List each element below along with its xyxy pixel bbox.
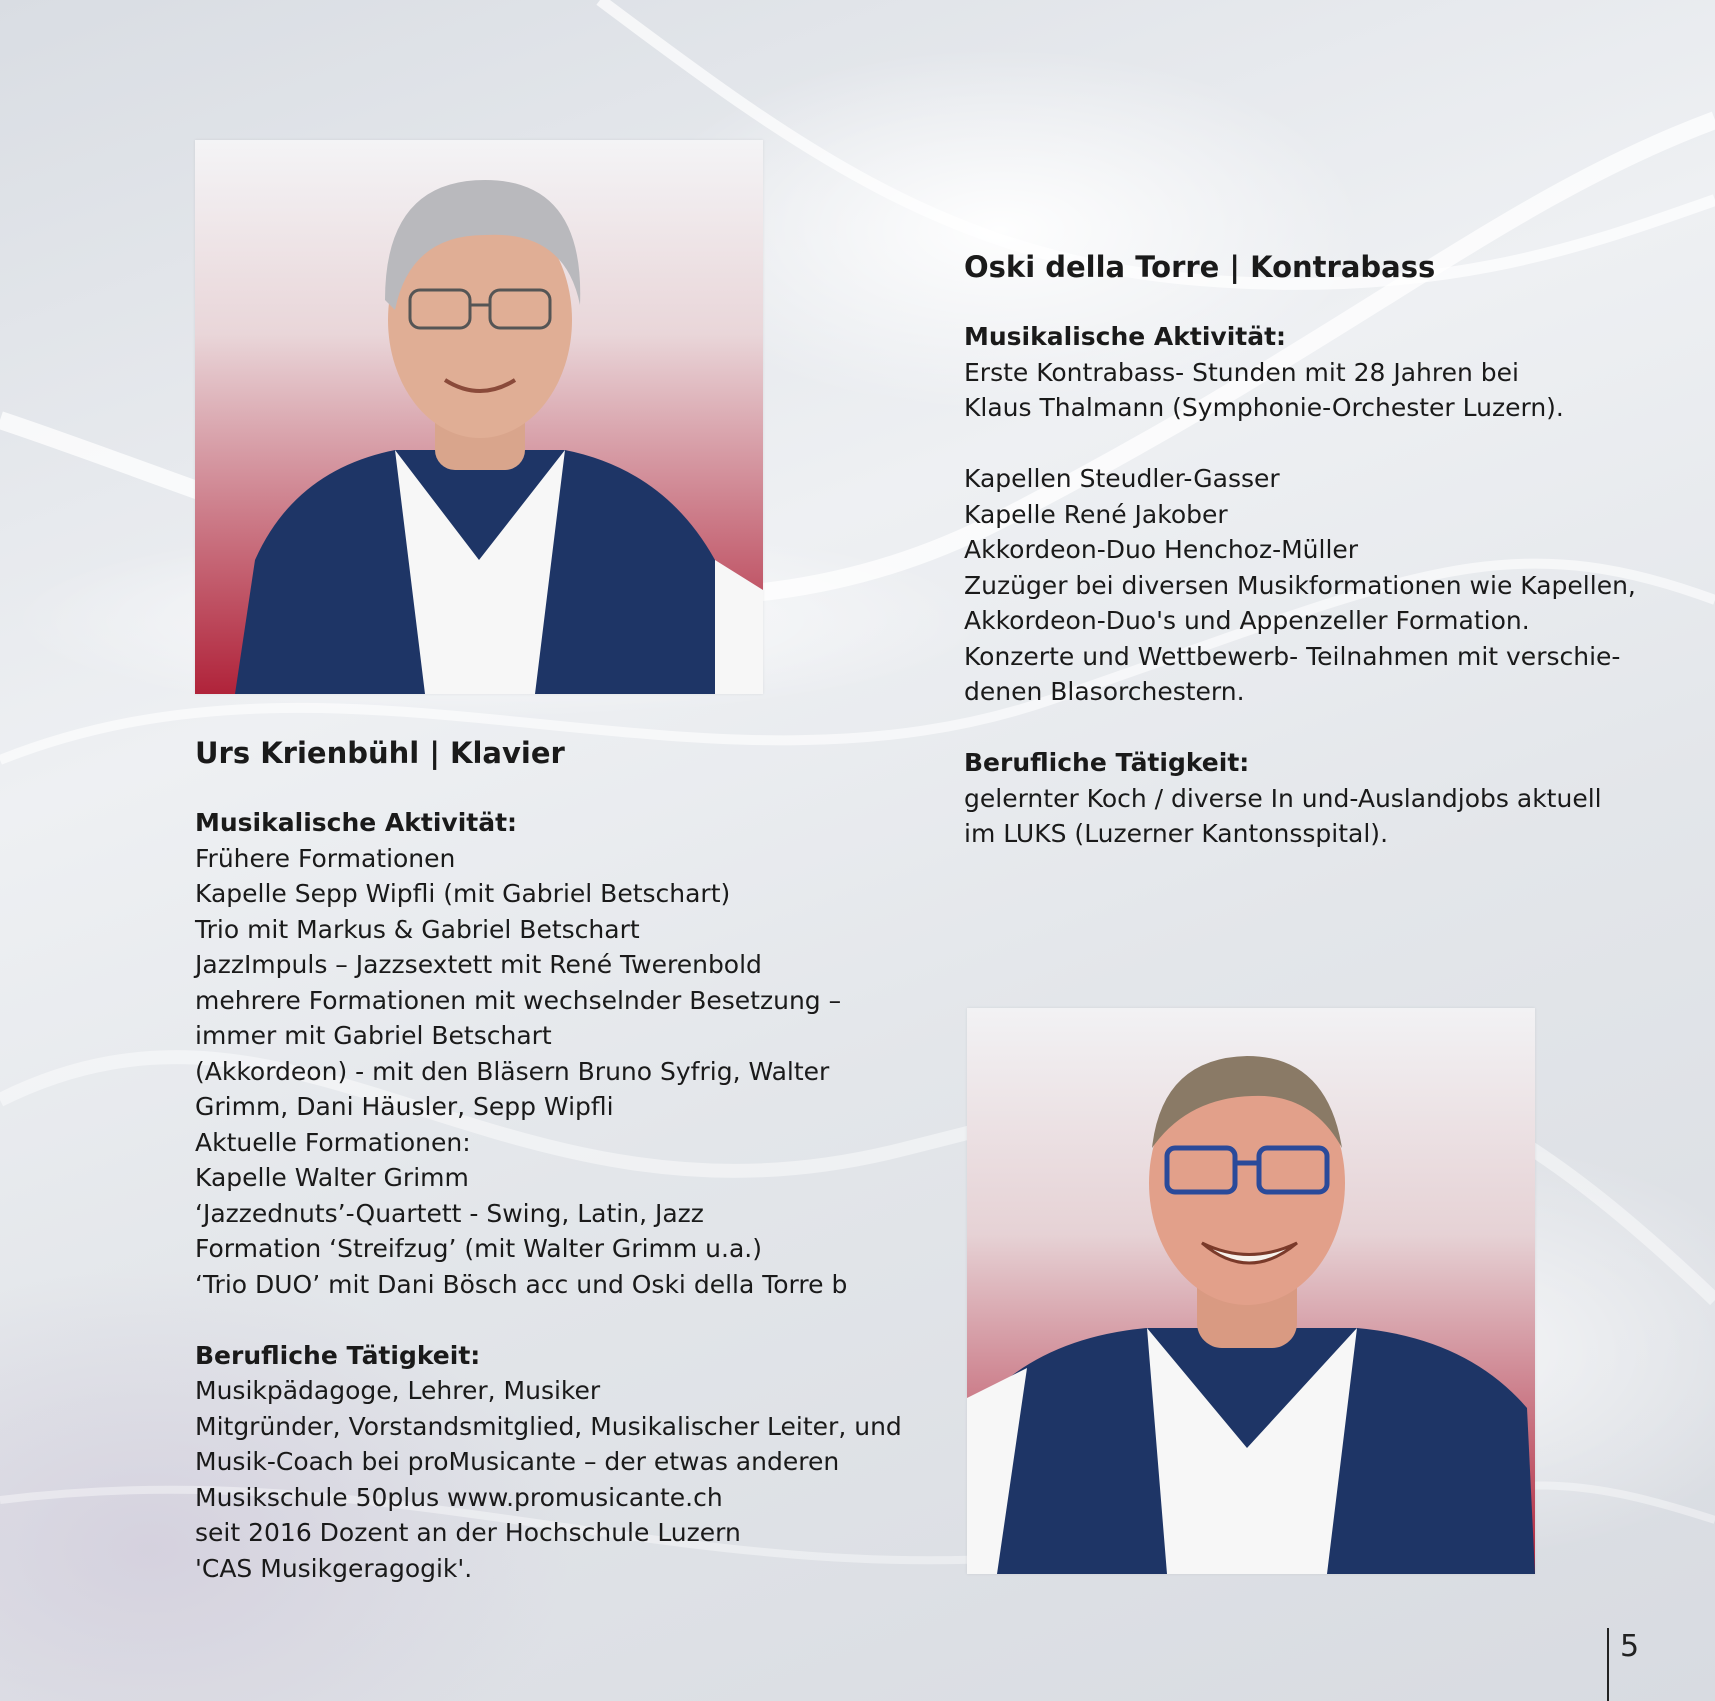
portrait-oski-della-torre [967,1008,1535,1574]
urs-job-lines [195,1373,915,1586]
oski-job-line: im LUKS (Luzerner Kantonsspital). [964,819,1389,848]
urs-musical-line: Aktuelle Formationen: [195,1127,471,1157]
oski-musical-heading: Musikalische Aktivität: [964,322,1287,351]
page-number: 5 [1620,1629,1640,1664]
urs-job-heading: Berufliche Tätigkeit: [195,1340,481,1370]
urs-musical-line: Kapelle Sepp Wipfli (mit Gabriel Betschart) [195,879,731,908]
oski-job-line: gelernter Koch / diverse In und-Auslandjobs aktuell [964,783,1602,813]
urs-job-line: seit 2016 Dozent an der Hochschule Luzern [195,1518,741,1547]
urs-musical-line: (Akkordeon) - mit den Bläsern Bruno Syfrig, Walter [195,1056,830,1086]
bio-oski-della-torre [964,247,1664,852]
urs-musical-line: mehrere Formationen mit wechselnder Besetzung – [195,985,842,1015]
oski-musical-line: Zuzüger bei diversen Musikformationen wie Kapellen, [964,570,1636,600]
oski-musical-lines-a [964,355,1664,426]
oski-musical-line: Kapellen Steudler-Gasser [964,464,1280,493]
urs-musical-line: JazzImpuls – Jazzsextett mit René Twerenbold [195,950,762,979]
oski-musical-line: Klaus Thalmann (Symphonie-Orchester Luzern). [964,393,1564,422]
oski-musical-line: Konzerte und Wettbewerb- Teilnahmen mit verschie- [964,641,1621,671]
urs-musical-heading: Musikalische Aktivität: [195,808,518,837]
urs-musical-line: Frühere Formationen [195,843,456,873]
urs-musical-line: Formation ‘Streifzug’ (mit Walter Grimm u.a.) [195,1234,762,1263]
oski-musical-line: Akkordeon-Duo Henchoz-Müller [964,535,1359,564]
urs-musical-lines [195,841,915,1303]
urs-musical-line: immer mit Gabriel Betschart [195,1021,552,1050]
urs-name-heading: Urs Krienbühl | Klavier [195,736,565,770]
oski-musical-lines-b [964,461,1664,710]
urs-musical-line: Trio mit Markus & Gabriel Betschart [195,914,640,944]
bio-urs-krienbuehl [195,733,915,1586]
urs-job-line: Musikpädagoge, Lehrer, Musiker [195,1376,601,1405]
urs-job-line: Musik-Coach bei proMusicante – der etwas anderen [195,1447,840,1476]
urs-musical-line: Grimm, Dani Häusler, Sepp Wipfli [195,1092,614,1121]
urs-job-line: Musikschule 50plus www.promusicante.ch [195,1482,723,1512]
oski-job-heading: Berufliche Tätigkeit: [964,748,1250,777]
oski-musical-line: Erste Kontrabass- Stunden mit 28 Jahren bei [964,357,1519,387]
oski-musical-line: Akkordeon-Duo's und Appenzeller Formation. [964,606,1530,635]
urs-musical-line: ‘Jazzednuts’-Quartett - Swing, Latin, Jazz [195,1198,704,1228]
oski-name-heading: Oski della Torre | Kontrabass [964,250,1436,284]
portrait-urs-krienbuehl [195,140,763,694]
page-number-rule [1607,1628,1609,1701]
oski-musical-line: denen Blasorchestern. [964,677,1245,706]
urs-job-line: Mitgründer, Vorstandsmitglied, Musikalischer Leiter, und [195,1411,902,1441]
urs-musical-line: Kapelle Walter Grimm [195,1163,469,1192]
urs-musical-line: ‘Trio DUO’ mit Dani Bösch acc und Oski della Torre b [195,1269,848,1299]
oski-musical-line: Kapelle René Jakober [964,499,1228,529]
oski-job-lines [964,781,1664,852]
urs-job-line: 'CAS Musikgeragogik'. [195,1553,473,1583]
